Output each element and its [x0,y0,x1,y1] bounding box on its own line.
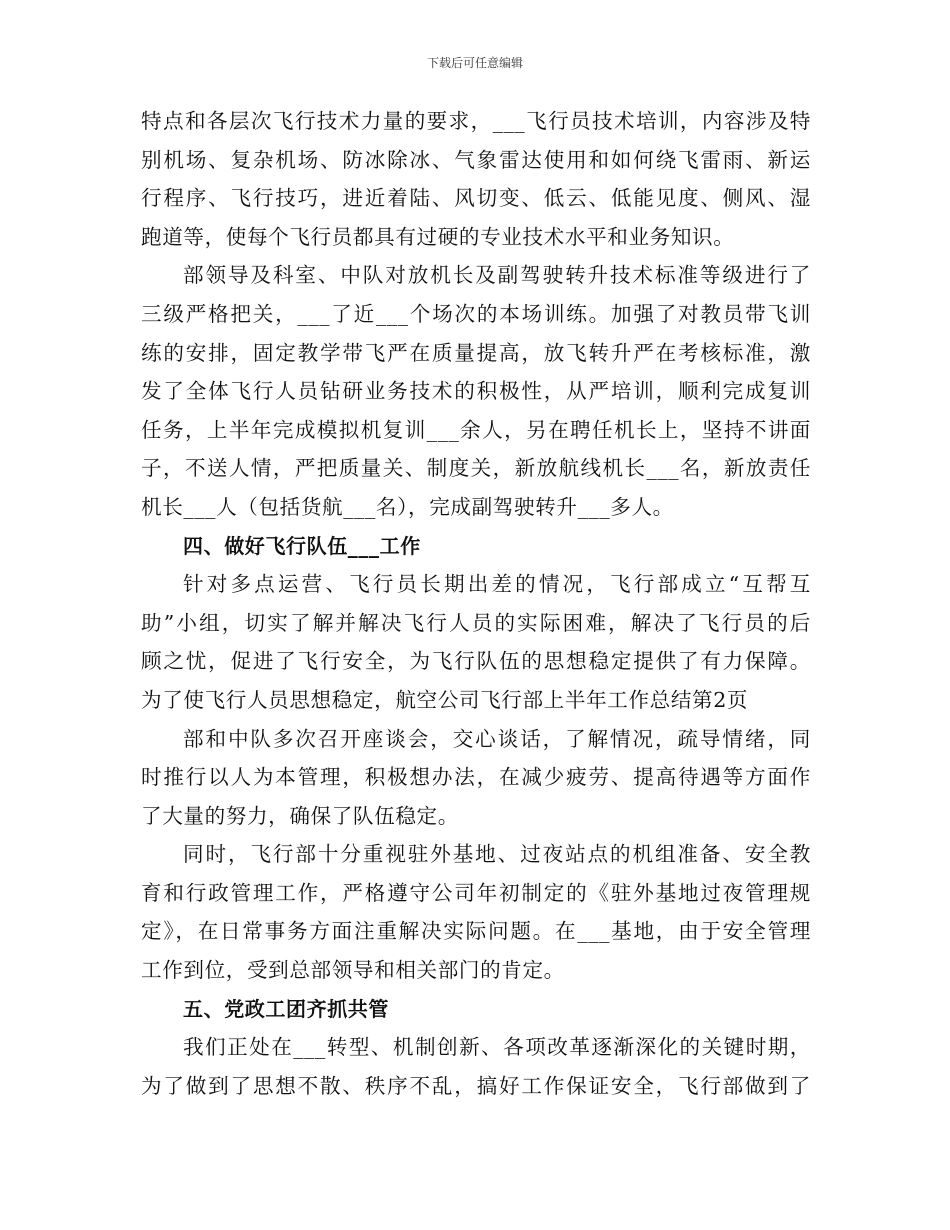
text-line: 发了全体飞行人员钻研业务技术的积极性，从严培训，顺利完成复训 [141,379,811,404]
text-line: 跑道等，使每个飞行员都具有过硬的专业技术水平和业务知识。 [141,224,735,249]
document-body [141,102,811,1105]
page-header: 下载后可任意编辑 [426,56,523,70]
text-line: 定》，在日常事务方面注重解决实际问题。在___基地，由于安全管理 [141,919,811,944]
paragraph-start-line: 针对多点运营、飞行员长期出差的情况，飞行部成立“互帮互 [183,572,811,597]
text-line: 顾之忧，促进了飞行安全，为飞行队伍的思想稳定提供了有力保障。 [141,649,811,674]
text-line: 为了做到了思想不散、秩序不乱，搞好工作保证安全，飞行部做到了 [141,1073,811,1098]
text-line: 任务，上半年完成模拟机复训___余人，另在聘任机长上，坚持不讲面 [141,417,811,442]
section-heading: 五、党政工团齐抓共管 [183,996,389,1021]
text-line: 子，不送人情，严把质量关、制度关，新放航线机长___名，新放责任 [141,456,811,481]
text-line: 机长___人（包括货航___名），完成副驾驶转升___多人。 [141,494,674,519]
text-line: 特点和各层次飞行技术力量的要求，___飞行员技术培训，内容涉及特 [141,109,811,133]
paragraph-start-line: 部领导及科室、中队对放机长及副驾驶转升技术标准等级进行了 [183,263,811,288]
text-line: 工作到位，受到总部领导和相关部门的肯定。 [141,958,565,983]
text-line: 练的安排，固定教学带飞严在质量提高，放飞转升严在考核标准，激 [141,340,811,365]
text-line: 助”小组，切实了解并解决飞行人员的实际困难，解决了飞行员的后 [141,610,811,635]
paragraph-start-line: 同时，飞行部十分重视驻外基地、过夜站点的机组准备、安全教 [183,842,811,867]
paragraph-start-line: 部和中队多次召开座谈会，交心谈话，了解情况，疏导情绪，同 [183,726,811,751]
text-line: 行程序、飞行技巧，进近着陆、风切变、低云、低能见度、侧风、湿 [141,186,811,211]
text-line: 时推行以人为本管理，积极想办法，在减少疲劳、提高待遇等方面作 [141,765,811,790]
text-line: 别机场、复杂机场、防冰除冰、气象雷达使用和如何绕飞雷雨、新运 [141,147,811,172]
text-line: 了大量的努力，确保了队伍稳定。 [141,803,459,828]
paragraph-start-line: 我们正处在___转型、机制创新、各项改革逐渐深化的关键时期， [183,1035,811,1060]
text-line: 三级严格把关，___了近___个场次的本场训练。加强了对教员带飞训 [141,301,811,326]
text-line: 育和行政管理工作，严格遵守公司年初制定的《驻外基地过夜管理规 [141,880,811,905]
section-heading: 四、做好飞行队伍___工作 [183,533,421,558]
text-line: 为了使飞行人员思想稳定，航空公司飞行部上半年工作总结第2页 [141,687,749,712]
